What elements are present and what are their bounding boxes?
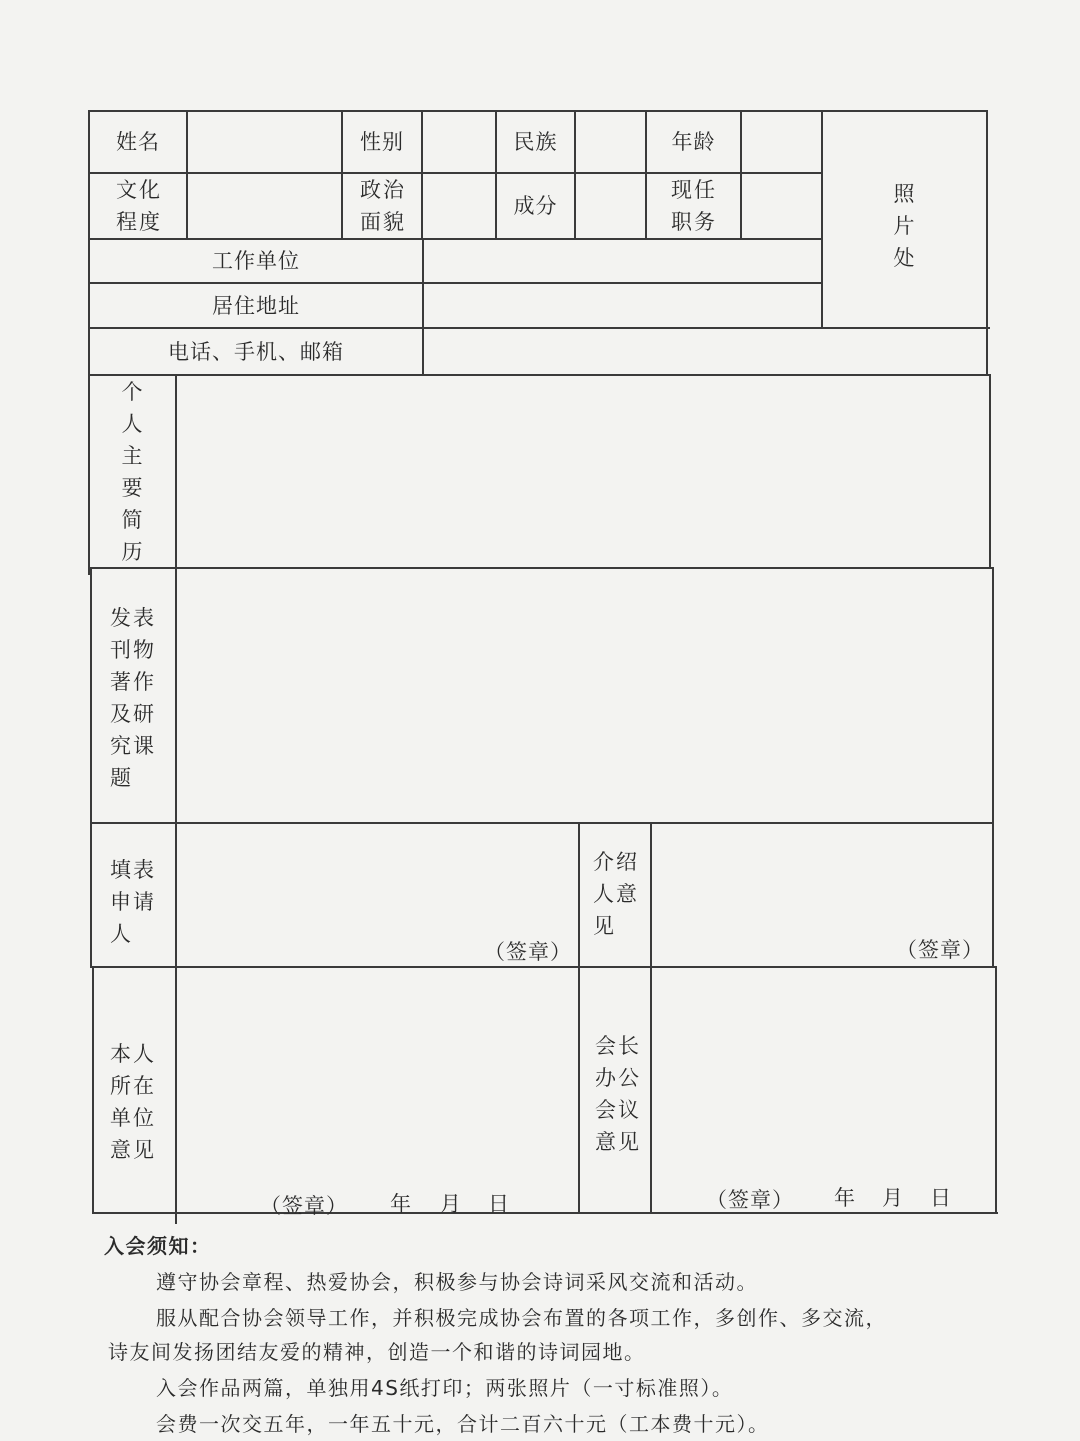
office-year-label: 年 <box>834 1186 856 1210</box>
table-border-bottom <box>92 1212 998 1214</box>
unit-opinion-label: 本人所在单位意见 <box>110 1042 156 1162</box>
table-border-right <box>992 567 994 967</box>
unit-year-label: 年 <box>390 1192 412 1216</box>
current-position-label: 现任职务 <box>671 178 717 234</box>
class-label: 成分 <box>513 194 558 218</box>
unit-month-label: 月 <box>440 1192 462 1216</box>
office-stamp-label: （签章） <box>706 1188 794 1212</box>
table-border-left <box>92 966 94 1214</box>
table-line <box>422 238 424 376</box>
referrer-stamp-label: （签章） <box>896 938 984 962</box>
notes-line-5: 会费一次交五年，一年五十元，合计二百六十元（工本费十元）。 <box>156 1412 770 1436</box>
table-border-right <box>995 966 997 1214</box>
gender-label: 性别 <box>360 130 404 154</box>
notes-heading: 入会须知： <box>104 1234 212 1258</box>
table-line <box>88 374 990 376</box>
unit-day-label: 日 <box>488 1192 510 1216</box>
notes-line-2: 服从配合协会领导工作，并积极完成协会布置的各项工作，多创作、多交流， <box>156 1306 887 1330</box>
applicant-label: 填表申请人 <box>110 858 156 946</box>
table-line <box>421 110 423 240</box>
office-month-label: 月 <box>882 1186 904 1210</box>
contact-label: 电话、手机、邮箱 <box>168 339 344 364</box>
table-line <box>740 110 742 240</box>
political-status-label: 政治面貌 <box>360 178 406 234</box>
applicant-stamp-label: （签章） <box>484 940 572 964</box>
table-line <box>186 110 188 240</box>
table-border-right <box>989 374 991 569</box>
table-line <box>175 374 177 1224</box>
resume-label: 个人主要简历 <box>121 380 143 564</box>
table-border-right <box>986 110 988 376</box>
table-line <box>90 966 996 968</box>
education-label: 文化程度 <box>116 178 162 234</box>
ethnicity-label: 民族 <box>513 130 558 154</box>
office-day-label: 日 <box>930 1186 952 1210</box>
table-line <box>574 110 576 240</box>
work-unit-label: 工作单位 <box>212 249 300 273</box>
table-line <box>88 567 992 569</box>
notes-line-3: 诗友间发扬团结友爱的精神，创造一个和谐的诗词园地。 <box>108 1340 646 1364</box>
photo-cell-border <box>821 110 823 329</box>
notes-line-1: 遵守协会章程、热爱协会，积极参与协会诗词采风交流和活动。 <box>156 1270 758 1294</box>
table-line <box>650 822 652 1214</box>
age-label: 年龄 <box>671 130 716 154</box>
table-border-left <box>90 567 92 967</box>
unit-stamp-label: （签章） <box>260 1194 348 1218</box>
address-label: 居住地址 <box>212 293 300 318</box>
table-line <box>90 822 994 824</box>
notes-line-4: 入会作品两篇，单独用4S纸打印；两张照片（一寸标准照）。 <box>156 1376 734 1400</box>
photo-label: 照片处 <box>893 182 915 270</box>
office-opinion-label: 会长办公会议意见 <box>595 1034 641 1154</box>
publications-label: 发表刊物著作及研究课题 <box>110 606 156 790</box>
referrer-opinion-label: 介绍人意见 <box>593 850 639 938</box>
name-label: 姓名 <box>116 130 160 154</box>
table-line <box>578 822 580 1214</box>
